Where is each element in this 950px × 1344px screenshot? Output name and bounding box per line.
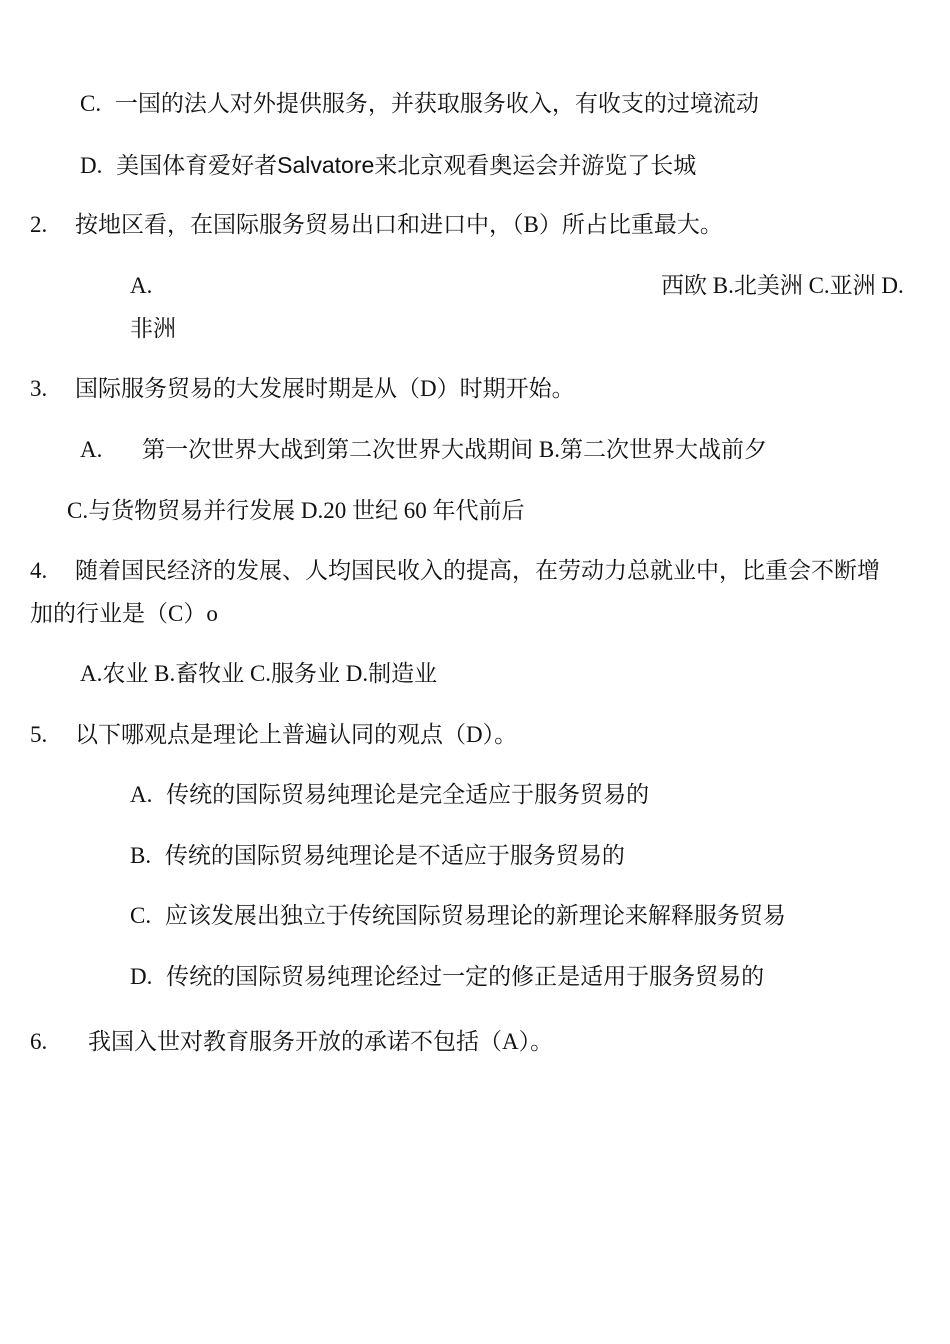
q2-options-wrap: 非洲	[130, 316, 176, 341]
option-text: 一国的法人对外提供服务，并获取服务收入，有收支的过境流动	[114, 91, 759, 116]
question-stem: 以下哪观点是理论上普遍认同的观点（D）。	[75, 722, 518, 747]
q5-option-a	[130, 780, 649, 810]
option-text: 美国体育爱好者	[116, 153, 278, 178]
q1-option-d	[80, 150, 696, 181]
option-letter: A.	[130, 782, 153, 807]
option-text: 传统的国际贸易纯理论是不适应于服务贸易的	[164, 843, 625, 868]
question-stem: 按地区看，在国际服务贸易出口和进口中，（B）所占比重最大。	[75, 212, 723, 237]
option-text: 传统的国际贸易纯理论是完全适应于服务贸易的	[166, 782, 650, 807]
question-stem: 国际服务贸易的大发展时期是从（D）时期开始。	[75, 376, 575, 401]
option-name: Salvatore	[277, 152, 375, 178]
option-text: 应该发展出独立于传统国际贸易理论的新理论来解释服务贸易	[164, 903, 786, 928]
option-text: 第一次世界大战到第二次世界大战期间 B.第二次世界大战前夕	[142, 437, 767, 462]
q5-option-c	[130, 901, 786, 931]
option-letter: C.	[80, 91, 102, 116]
option-letter: A.	[80, 437, 103, 462]
q5-option-d	[130, 962, 764, 992]
q1-option-c	[80, 89, 759, 119]
option-letter: D.	[130, 964, 153, 989]
option-letter: B.	[130, 843, 152, 868]
question-6	[30, 1027, 553, 1057]
option-letter: C.	[130, 903, 152, 928]
q3-options-line1	[80, 435, 767, 465]
q4-stem-wrap: 加的行业是（C）o	[30, 601, 218, 626]
question-stem: 我国入世对教育服务开放的承诺不包括（A）。	[88, 1029, 554, 1054]
question-stem: 随着国民经济的发展、人均国民收入的提高，在劳动力总就业中，比重会不断增	[75, 558, 880, 583]
option-text: 来北京观看奥运会并游览了长城	[374, 153, 697, 178]
q2-options-right: 西欧 B.北美洲 C.亚洲 D.	[661, 273, 904, 298]
q4-options: A.农业 B.畜牧业 C.服务业 D.制造业	[80, 661, 438, 686]
question-number: 4.	[30, 558, 48, 583]
question-4	[30, 556, 880, 586]
q2-option-a-letter: A.	[130, 273, 153, 298]
q3-options-line2: C.与货物贸易并行发展 D.20 世纪 60 年代前后	[67, 498, 525, 523]
question-number: 2.	[30, 212, 48, 237]
q5-option-b	[130, 841, 625, 871]
option-letter: D.	[80, 153, 103, 178]
question-2	[30, 210, 723, 240]
question-5	[30, 720, 517, 750]
option-text: 传统的国际贸易纯理论经过一定的修正是适用于服务贸易的	[166, 964, 765, 989]
question-3	[30, 374, 575, 404]
question-number: 5.	[30, 722, 48, 747]
question-number: 3.	[30, 376, 48, 401]
question-number: 6.	[30, 1029, 48, 1054]
